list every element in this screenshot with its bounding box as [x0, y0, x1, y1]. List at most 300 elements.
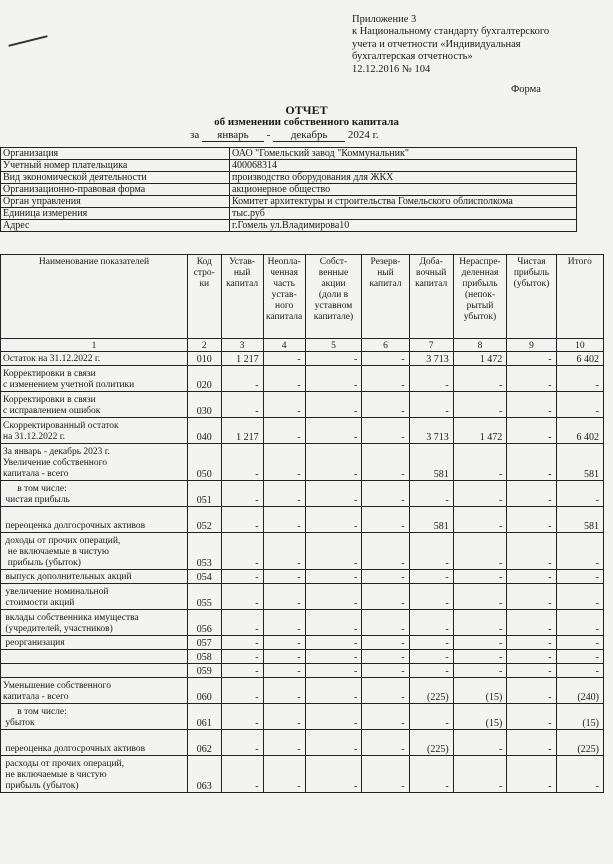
- regulation-line: бухгалтерская отчетность»: [352, 51, 473, 63]
- row-value: -: [507, 444, 556, 481]
- row-value: -: [507, 533, 556, 570]
- row-value: -: [556, 392, 603, 418]
- column-header: [453, 255, 507, 339]
- row-code: 061: [187, 704, 221, 730]
- period-prefix: за: [190, 129, 200, 141]
- row-value: -: [409, 756, 453, 793]
- column-header: [507, 255, 556, 339]
- report-title: ОТЧЕТ: [285, 103, 328, 117]
- row-code: 020: [187, 366, 221, 392]
- row-value: -: [409, 481, 453, 507]
- period-dash: -: [266, 129, 271, 141]
- row-value: -: [362, 584, 409, 610]
- row-name-line: переоценка долгосрочных активов: [3, 744, 146, 754]
- row-value: -: [507, 366, 556, 392]
- table-row: [1, 444, 604, 481]
- column-header: [305, 255, 362, 339]
- row-value: -: [409, 610, 453, 636]
- column-header-line: уставном: [314, 301, 353, 311]
- column-header-line: Устав-: [229, 257, 256, 267]
- column-header-line: ки: [199, 279, 210, 289]
- row-value: -: [305, 444, 362, 481]
- info-row: [1, 172, 577, 184]
- row-name-line: вклады собственника имущества: [3, 613, 139, 623]
- row-value: -: [221, 507, 263, 533]
- table-row: [1, 730, 604, 756]
- row-name: [1, 678, 188, 704]
- row-value: -: [263, 444, 305, 481]
- row-code: 052: [187, 507, 221, 533]
- info-label: Вид экономической деятельности: [1, 172, 230, 184]
- row-value: (15): [556, 704, 603, 730]
- table-row: [1, 704, 604, 730]
- row-name: [1, 392, 188, 418]
- column-number: 8: [453, 339, 507, 352]
- row-code: 063: [187, 756, 221, 793]
- row-value: -: [556, 481, 603, 507]
- row-value: -: [263, 570, 305, 584]
- row-value: -: [362, 678, 409, 704]
- row-value: -: [453, 650, 507, 664]
- table-row: [1, 650, 604, 664]
- row-value: -: [362, 352, 409, 366]
- column-header-line: Неопла-: [267, 257, 301, 267]
- row-value: -: [221, 481, 263, 507]
- row-value: -: [362, 533, 409, 570]
- row-code: 051: [187, 481, 221, 507]
- row-value: -: [453, 584, 507, 610]
- info-label: Единица измерения: [1, 208, 230, 220]
- row-value: -: [453, 664, 507, 678]
- row-code: 060: [187, 678, 221, 704]
- row-name: [1, 507, 188, 533]
- row-value: -: [221, 730, 263, 756]
- info-value: г.Гомель ул.Владимирова10: [230, 220, 577, 232]
- row-value: -: [362, 481, 409, 507]
- row-value: -: [362, 418, 409, 444]
- row-value: -: [507, 678, 556, 704]
- row-value: -: [263, 756, 305, 793]
- row-name-line: расходы от прочих операций,: [3, 759, 125, 769]
- column-header-line: Код: [196, 257, 212, 267]
- table-row: [1, 636, 604, 650]
- row-value: -: [362, 392, 409, 418]
- row-value: -: [556, 664, 603, 678]
- row-name-line: прибыль (убыток): [3, 558, 81, 568]
- row-name-line: убыток: [3, 718, 35, 728]
- row-name: [1, 352, 188, 366]
- row-value: -: [305, 507, 362, 533]
- row-value: (15): [453, 678, 507, 704]
- organization-info-table: [0, 147, 577, 232]
- row-value: -: [556, 610, 603, 636]
- table-row: [1, 570, 604, 584]
- row-value: -: [409, 366, 453, 392]
- table-row: [1, 678, 604, 704]
- row-value: -: [305, 418, 362, 444]
- row-value: -: [409, 533, 453, 570]
- row-name: [1, 704, 188, 730]
- row-name-line: реорганизация: [3, 638, 65, 648]
- row-value: -: [362, 756, 409, 793]
- row-name: [1, 570, 188, 584]
- row-value: -: [362, 704, 409, 730]
- row-code: 050: [187, 444, 221, 481]
- period-to: декабрь: [273, 129, 345, 142]
- row-name-line: капитала - всего: [3, 469, 69, 479]
- row-value: -: [507, 584, 556, 610]
- row-value: -: [507, 664, 556, 678]
- column-number: 7: [409, 339, 453, 352]
- row-value: -: [507, 704, 556, 730]
- row-value: -: [453, 392, 507, 418]
- row-value: (225): [409, 678, 453, 704]
- row-value: -: [305, 481, 362, 507]
- row-value: -: [362, 570, 409, 584]
- row-code: 040: [187, 418, 221, 444]
- row-code: 056: [187, 610, 221, 636]
- row-name-line: Остаток на 31.12.2022 г.: [3, 354, 101, 364]
- info-label: Организация: [1, 148, 230, 160]
- info-label: Учетный номер плательщика: [1, 160, 230, 172]
- row-value: -: [263, 610, 305, 636]
- row-name: [1, 650, 188, 664]
- period-year: 2024 г.: [347, 129, 379, 141]
- row-name: [1, 444, 188, 481]
- row-name-line: не включаемые в чистую: [3, 770, 107, 780]
- report-period: [190, 129, 379, 142]
- info-label: Организационно-правовая форма: [1, 184, 230, 196]
- info-row: [1, 196, 577, 208]
- table-row: [1, 392, 604, 418]
- table-row: [1, 418, 604, 444]
- info-label: Орган управления: [1, 196, 230, 208]
- form-label: Форма: [511, 84, 541, 95]
- column-header: [362, 255, 409, 339]
- row-value: -: [556, 533, 603, 570]
- row-name-line: переоценка долгосрочных активов: [3, 521, 146, 531]
- row-name-line: Корректировки в связи: [3, 395, 96, 405]
- row-value: -: [556, 636, 603, 650]
- column-header-line: капитал: [226, 279, 259, 289]
- row-value: -: [453, 507, 507, 533]
- row-code: 010: [187, 352, 221, 366]
- row-value: -: [221, 636, 263, 650]
- info-value: производство оборудования для ЖКХ: [230, 172, 577, 184]
- row-value: -: [263, 352, 305, 366]
- row-value: -: [507, 507, 556, 533]
- row-value: -: [453, 366, 507, 392]
- table-row: [1, 610, 604, 636]
- row-value: -: [221, 584, 263, 610]
- column-number: 9: [507, 339, 556, 352]
- row-value: (240): [556, 678, 603, 704]
- row-value: 581: [556, 444, 603, 481]
- row-value: -: [263, 533, 305, 570]
- column-header-line: Резерв-: [370, 257, 401, 267]
- row-value: -: [507, 570, 556, 584]
- info-row: [1, 184, 577, 196]
- table-row: [1, 533, 604, 570]
- row-value: 581: [409, 444, 453, 481]
- row-value: -: [305, 610, 362, 636]
- column-header-line: Собст-: [319, 257, 348, 267]
- column-header-line: ный: [233, 268, 251, 278]
- row-value: -: [263, 678, 305, 704]
- row-value: -: [409, 704, 453, 730]
- table-row: [1, 352, 604, 366]
- column-header-line: венные: [318, 268, 349, 278]
- row-value: 3 713: [409, 352, 453, 366]
- row-value: -: [305, 533, 362, 570]
- column-header-line: Чистая: [517, 257, 546, 267]
- row-value: -: [263, 366, 305, 392]
- row-value: -: [507, 481, 556, 507]
- regulation-reference: [352, 14, 549, 76]
- row-value: -: [305, 664, 362, 678]
- column-header-line: Наименование показателей: [38, 257, 150, 267]
- row-value: 581: [409, 507, 453, 533]
- info-label: Адрес: [1, 220, 230, 232]
- row-value: -: [409, 664, 453, 678]
- period-from: январь: [202, 129, 264, 142]
- column-number: 6: [362, 339, 409, 352]
- row-value: -: [305, 730, 362, 756]
- row-value: -: [507, 418, 556, 444]
- row-name-line: За январь - декабрь 2023 г.: [3, 447, 110, 457]
- row-value: -: [305, 366, 362, 392]
- row-value: -: [305, 570, 362, 584]
- row-value: -: [221, 610, 263, 636]
- column-header: [409, 255, 453, 339]
- row-name-line: чистая прибыль: [3, 495, 70, 505]
- row-value: -: [221, 533, 263, 570]
- regulation-line: учета и отчетности «Индивидуальная: [352, 38, 521, 50]
- row-code: 057: [187, 636, 221, 650]
- row-code: 054: [187, 570, 221, 584]
- row-name: [1, 636, 188, 650]
- column-number: 2: [187, 339, 221, 352]
- column-header-line: капитале): [313, 312, 354, 322]
- row-value: -: [305, 636, 362, 650]
- row-value: (225): [556, 730, 603, 756]
- row-value: -: [305, 756, 362, 793]
- column-header: [187, 255, 221, 339]
- regulation-line: 12.12.2016 № 104: [352, 63, 431, 75]
- row-name-line: выпуск дополнительных акций: [3, 572, 132, 582]
- table-row: [1, 664, 604, 678]
- row-value: -: [453, 481, 507, 507]
- row-name-line: (учредителей, участников): [3, 624, 113, 634]
- row-value: -: [409, 570, 453, 584]
- row-value: -: [263, 392, 305, 418]
- info-row: [1, 208, 577, 220]
- row-code: 059: [187, 664, 221, 678]
- row-name-line: не включаемые в чистую: [3, 547, 110, 557]
- row-value: -: [507, 392, 556, 418]
- row-code: 062: [187, 730, 221, 756]
- row-name-line: в том числе:: [3, 484, 67, 494]
- row-value: -: [263, 664, 305, 678]
- row-value: -: [453, 730, 507, 756]
- row-value: -: [453, 636, 507, 650]
- row-value: -: [221, 664, 263, 678]
- row-value: -: [221, 650, 263, 664]
- pen-mark: [8, 35, 47, 47]
- row-name-line: с исправлением ошибок: [3, 406, 101, 416]
- column-header-line: (убыток): [513, 279, 550, 289]
- row-value: -: [362, 636, 409, 650]
- row-value: -: [263, 507, 305, 533]
- column-number: 3: [221, 339, 263, 352]
- row-value: -: [221, 444, 263, 481]
- row-value: -: [362, 610, 409, 636]
- row-value: 1 217: [221, 418, 263, 444]
- row-name: [1, 533, 188, 570]
- row-value: -: [305, 352, 362, 366]
- column-header: [221, 255, 263, 339]
- column-header-line: рытый: [466, 301, 494, 311]
- row-value: -: [263, 650, 305, 664]
- column-header-line: прибыль: [513, 268, 550, 278]
- info-value: тыс.руб: [230, 208, 577, 220]
- row-value: -: [507, 650, 556, 664]
- column-header-line: ченная: [270, 268, 298, 278]
- column-header-line: Доба-: [419, 257, 443, 267]
- column-header-line: капитал: [369, 279, 402, 289]
- row-value: -: [305, 678, 362, 704]
- row-code: 030: [187, 392, 221, 418]
- row-value: -: [409, 636, 453, 650]
- column-header: [1, 255, 188, 339]
- column-header-line: устав-: [271, 290, 297, 300]
- row-value: -: [221, 392, 263, 418]
- row-value: -: [221, 756, 263, 793]
- row-name: [1, 418, 188, 444]
- row-value: (15): [453, 704, 507, 730]
- row-code: 055: [187, 584, 221, 610]
- row-value: -: [221, 366, 263, 392]
- row-value: -: [362, 650, 409, 664]
- row-value: 3 713: [409, 418, 453, 444]
- row-value: -: [507, 636, 556, 650]
- row-value: -: [263, 584, 305, 610]
- row-value: -: [556, 584, 603, 610]
- row-name: [1, 366, 188, 392]
- row-value: -: [409, 392, 453, 418]
- row-value: -: [453, 610, 507, 636]
- row-name: [1, 756, 188, 793]
- column-header-line: ный: [377, 268, 394, 278]
- row-value: -: [453, 570, 507, 584]
- column-header: [556, 255, 603, 339]
- column-header-line: прибыль: [462, 279, 498, 289]
- column-header: [263, 255, 305, 339]
- row-name: [1, 610, 188, 636]
- column-header-line: Нераспре-: [459, 257, 501, 267]
- table-row: [1, 584, 604, 610]
- row-value: -: [453, 756, 507, 793]
- regulation-line: к Национальному стандарту бухгалтерского: [352, 26, 550, 38]
- row-value: -: [409, 650, 453, 664]
- row-value: -: [263, 636, 305, 650]
- row-value: -: [263, 730, 305, 756]
- report-subtitle: об изменении собственного капитала: [214, 116, 399, 128]
- row-value: -: [556, 650, 603, 664]
- row-value: -: [221, 678, 263, 704]
- column-header-line: стро-: [193, 268, 215, 278]
- row-name-line: в том числе:: [3, 707, 67, 717]
- row-code: 058: [187, 650, 221, 664]
- row-name-line: стоимости акций: [3, 598, 75, 608]
- row-value: -: [362, 664, 409, 678]
- info-row: [1, 148, 577, 160]
- info-value: ОАО "Гомельский завод "Коммунальник": [230, 148, 577, 160]
- column-header-line: убыток): [463, 312, 497, 322]
- row-value: -: [362, 507, 409, 533]
- column-header-line: ного: [274, 301, 294, 311]
- equity-changes-table: [0, 254, 604, 793]
- table-row: [1, 507, 604, 533]
- row-name-line: увеличение номинальной: [3, 587, 109, 597]
- column-header-line: акции: [321, 279, 346, 289]
- row-value: -: [263, 704, 305, 730]
- row-name-line: Уменьшение собственного: [3, 681, 111, 691]
- row-name-line: доходы от прочих операций,: [3, 536, 121, 546]
- column-number: 4: [263, 339, 305, 352]
- row-value: 6 402: [556, 418, 603, 444]
- regulation-line: Приложение 3: [352, 14, 417, 25]
- row-value: -: [362, 730, 409, 756]
- row-value: -: [507, 730, 556, 756]
- row-value: 581: [556, 507, 603, 533]
- row-value: -: [507, 352, 556, 366]
- row-value: -: [263, 418, 305, 444]
- row-name-line: с изменением учетной политики: [3, 380, 135, 390]
- column-number: 1: [1, 339, 188, 352]
- column-header-line: вочный: [416, 268, 447, 278]
- table-row: [1, 481, 604, 507]
- row-name-line: Увеличение собственного: [3, 458, 108, 468]
- row-value: -: [556, 570, 603, 584]
- row-value: (225): [409, 730, 453, 756]
- row-name: [1, 481, 188, 507]
- row-value: -: [453, 533, 507, 570]
- row-name-line: Скорректированный остаток: [3, 421, 119, 431]
- info-value: Комитет архитектуры и строительства Гомельского облисполкома: [230, 196, 577, 208]
- info-value: акционерное общество: [230, 184, 577, 196]
- row-code: 053: [187, 533, 221, 570]
- row-value: -: [221, 704, 263, 730]
- column-header-line: (доли в: [318, 290, 349, 300]
- column-header-line: капитал: [415, 279, 448, 289]
- column-number: 5: [305, 339, 362, 352]
- column-header-line: (непок-: [464, 290, 496, 300]
- column-header-line: Итого: [567, 257, 592, 267]
- row-value: 1 472: [453, 418, 507, 444]
- column-header-line: часть: [273, 279, 295, 289]
- row-value: 1 472: [453, 352, 507, 366]
- row-value: -: [263, 481, 305, 507]
- row-value: -: [409, 584, 453, 610]
- info-row: [1, 160, 577, 172]
- info-value: 400068314: [230, 160, 577, 172]
- row-name-line: Корректировки в связи: [3, 369, 96, 379]
- row-name: [1, 664, 188, 678]
- row-name-line: на 31.12.2022 г.: [3, 432, 66, 442]
- table-row: [1, 756, 604, 793]
- row-value: -: [305, 584, 362, 610]
